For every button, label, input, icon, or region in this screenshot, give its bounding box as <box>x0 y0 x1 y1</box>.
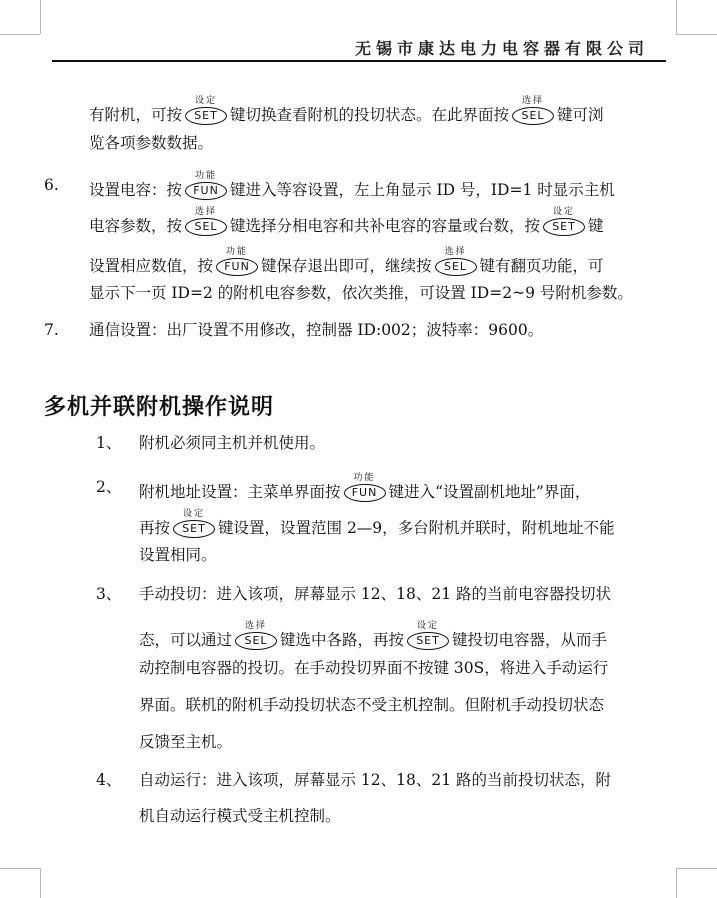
sel-key-icon <box>511 96 555 128</box>
key-label: 选择 <box>444 247 467 257</box>
key-cap: SEL <box>185 218 227 236</box>
fun-key-icon <box>215 247 259 279</box>
text: 附机地址设置：主菜单界面按 <box>139 483 341 501</box>
key-label: 设定 <box>417 621 440 631</box>
s1-text: 附机必须同主机并机使用。 <box>139 434 326 452</box>
s4-line-1: 自动运行：进入该项，屏幕显示 12、18、21 路的当前投切状态，附 <box>139 771 612 789</box>
sel-key-icon <box>184 207 228 239</box>
text: 电容参数，按 <box>89 217 183 235</box>
text: 设置相应数值，按 <box>89 257 214 275</box>
text: 键设置，设置范围 2—9，多台附机并联时，附机地址不能 <box>218 519 615 537</box>
text: 键 <box>588 217 604 235</box>
item-7-number: 7. <box>44 321 59 339</box>
key-cap: SEL <box>435 258 477 276</box>
text: 键有翻页功能，可 <box>479 257 604 275</box>
text: 键选择分相电容和共补电容的容量或台数，按 <box>230 217 541 235</box>
set-key-icon <box>172 509 216 541</box>
crop-mark-br-h <box>676 868 717 869</box>
text: 键进入“设置副机地址”界面， <box>388 483 591 501</box>
item-6-line-1 <box>89 171 615 207</box>
key-label: 设定 <box>195 96 218 106</box>
text: 态，可以通过 <box>139 631 233 649</box>
text: 键选中各路，再按 <box>280 631 405 649</box>
intro-line-2: 览各项参数数据。 <box>89 134 214 152</box>
text: 键进入等容设置，左上角显示 ID 号，ID=1 时显示主机 <box>230 181 615 199</box>
key-label: 设定 <box>553 207 576 217</box>
fun-key-icon <box>184 171 228 203</box>
fun-key-icon <box>343 473 387 505</box>
key-cap: FUN <box>216 258 258 276</box>
key-label: 设定 <box>183 509 206 519</box>
s3-line-3: 动控制电容器的投切。在手动投切界面不按键 30S，将进入手动运行 <box>139 659 609 677</box>
item-7-text: 通信设置：出厂设置不用修改，控制器 ID:002；波特率：9600。 <box>89 321 544 339</box>
s3-line-5: 反馈至主机。 <box>139 733 233 751</box>
key-cap: SET <box>173 520 215 538</box>
section-title: 多机并联附机操作说明 <box>44 395 275 420</box>
crop-mark-tl-h <box>0 34 40 35</box>
s2-line-2 <box>139 509 615 545</box>
text: 设置电容：按 <box>89 181 183 199</box>
crop-mark-tr-h <box>676 34 717 35</box>
key-cap: SET <box>543 218 585 236</box>
crop-mark-bl-h <box>0 868 40 869</box>
intro-line-1 <box>89 96 604 132</box>
item-6-number: 6. <box>44 176 59 194</box>
crop-mark-br-v <box>676 868 677 898</box>
header-company-name: 无锡市康达电力电容器有限公司 <box>354 39 649 58</box>
key-label: 选择 <box>522 96 545 106</box>
crop-mark-tl-v <box>40 0 41 34</box>
text: 再按 <box>139 519 171 537</box>
item-6-line-3 <box>89 247 604 283</box>
item-6-line-2 <box>89 207 604 243</box>
key-cap: SET <box>185 107 227 125</box>
key-cap: SEL <box>235 632 277 650</box>
crop-mark-bl-v <box>40 868 41 898</box>
text: 有附机，可按 <box>89 106 183 124</box>
sel-key-icon <box>234 621 278 653</box>
key-cap: FUN <box>344 484 386 502</box>
s4-number: 4、 <box>96 771 122 789</box>
key-label: 功能 <box>353 473 376 483</box>
sel-key-icon <box>434 247 478 279</box>
text: 键可浏 <box>557 106 604 124</box>
s3-number: 3、 <box>96 585 122 603</box>
key-label: 选择 <box>195 207 218 217</box>
key-cap: SEL <box>512 107 554 125</box>
text: 键投切电容器，从而手 <box>452 631 608 649</box>
key-label: 选择 <box>245 621 268 631</box>
key-cap: FUN <box>185 182 227 200</box>
key-cap: SET <box>407 632 449 650</box>
set-key-icon <box>406 621 450 653</box>
s2-line-3: 设置相同。 <box>139 546 217 564</box>
text: 键切换查看附机的投切状态。在此界面按 <box>230 106 510 124</box>
s4-line-2: 机自动运行模式受主机控制。 <box>139 807 341 825</box>
key-label: 功能 <box>195 171 218 181</box>
text: 键保存退出即可，继续按 <box>261 257 432 275</box>
header-rule <box>52 60 666 62</box>
s3-line-2 <box>139 621 608 657</box>
s1-number: 1、 <box>96 434 122 452</box>
set-key-icon <box>184 96 228 128</box>
s2-number: 2、 <box>96 478 122 496</box>
item-6-line-4: 显示下一页 ID=2 的附机电容参数，依次类推，可设置 ID=2~9 号附机参数。 <box>89 284 633 302</box>
key-label: 功能 <box>226 247 249 257</box>
s3-line-1: 手动投切：进入该项，屏幕显示 12、18、21 路的当前电容器投切状 <box>139 585 612 603</box>
s3-line-4: 界面。联机的附机手动投切状态不受主机控制。但附机手动投切状态 <box>139 696 605 714</box>
crop-mark-tr-v <box>676 0 677 34</box>
s2-line-1 <box>139 473 591 509</box>
set-key-icon <box>542 207 586 239</box>
